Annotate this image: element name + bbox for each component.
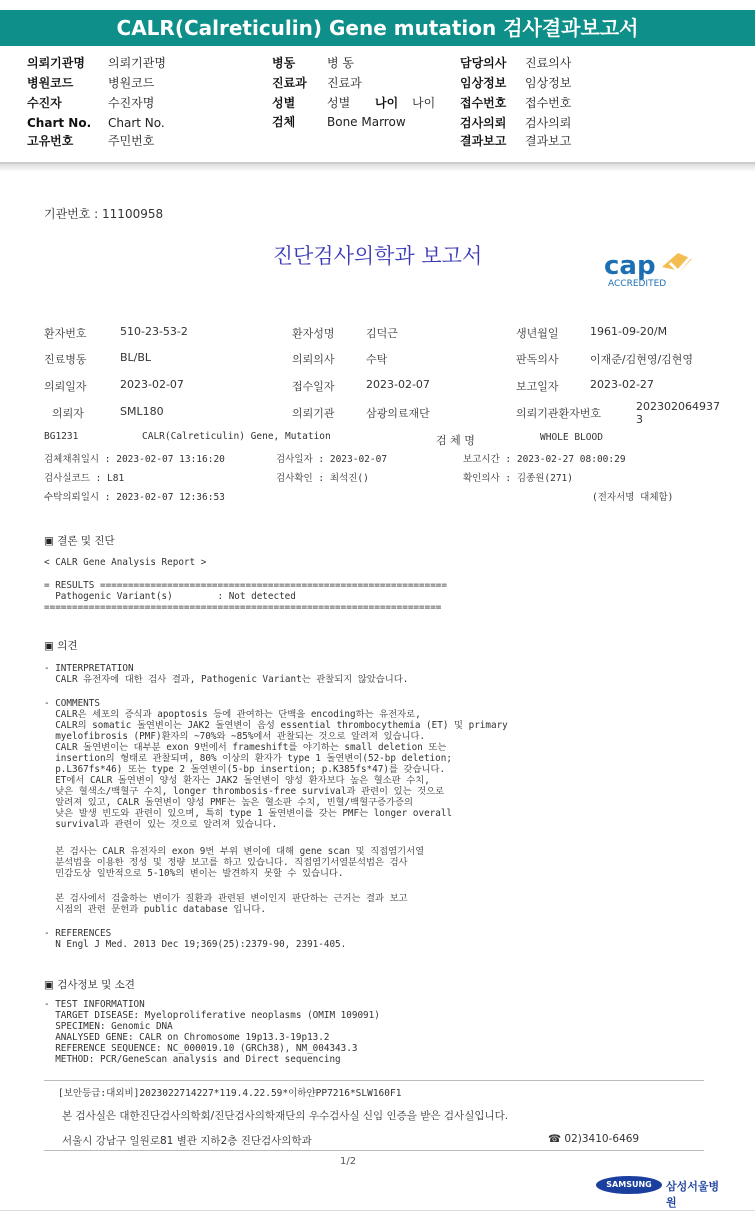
patient-label: 의뢰기관환자번호 — [516, 407, 602, 420]
patient-label: 접수일자 — [292, 380, 335, 393]
header-label: 고유번호 — [27, 134, 74, 148]
patient-label: 의뢰기관 — [292, 407, 335, 420]
patient-value: 2023-02-07 — [366, 378, 430, 391]
patient-value: BL/BL — [120, 351, 152, 364]
patient-label: 의뢰일자 — [44, 380, 87, 393]
cap-accredited-logo — [600, 247, 700, 292]
comment-line: p.L367fs*46) 또는 type 2 돌연변이(5-bp insertion; p.K385fs*47)를 갖습니다. — [44, 764, 446, 775]
header-value: 결과보고 — [525, 134, 572, 148]
header-label: 성별 — [272, 96, 296, 110]
patient-value: 삼광의료재단 — [366, 407, 430, 420]
test-info-line: ANALYSED GENE: CALR on Chromosome 19p13.3-19p13.2 — [44, 1032, 330, 1043]
header-label: 검사의뢰 — [460, 116, 507, 130]
e-signature-note: (전자서명 대체함) — [592, 492, 674, 503]
reference-line: N Engl J Med. 2013 Dec 19;369(25):2379-90, 2391-405. — [44, 939, 347, 950]
comment-line: 알려져 있고, CALR 돌연변이 양성 PMF는 높은 혈소판 수치, 빈혈/백혈구증가증의 — [44, 797, 414, 808]
header-label: 의뢰기관명 — [27, 56, 85, 70]
header-value: Chart No. — [108, 116, 165, 130]
header-label: 검체 — [272, 115, 296, 129]
conclusion-title: ▣ 결론 및 진단 — [44, 535, 115, 547]
header-value: 병 동 — [327, 56, 354, 70]
specimen-label: 검 체 명 — [436, 434, 475, 447]
comment-line: survival과 관련이 있는 것으로 알려져 있습니다. — [44, 819, 278, 830]
patient-label: 보고일자 — [516, 380, 559, 393]
patient-label: 진료병동 — [44, 353, 87, 366]
patient-label: 생년월일 — [516, 327, 559, 340]
comments-head: - COMMENTS — [44, 698, 100, 709]
comment-line: ET에서 CALR 돌연변이 양성 환자는 JAK2 돌연변이 양성 환자보다 높은 혈소판 수치, — [44, 775, 430, 786]
hospital-name: 삼성서울병원 — [666, 1180, 720, 1209]
test-info-title: ▣ 검사정보 및 소견 — [44, 979, 135, 991]
comment-line: 민감도상 일반적으로 5-10%의 변이는 발견하지 못할 수 있습니다. — [44, 868, 344, 879]
report-name: < CALR Gene Analysis Report > — [44, 557, 207, 568]
header-value: 성별 — [327, 96, 351, 110]
patient-value: SML180 — [120, 405, 164, 418]
specimen-value: WHOLE BLOOD — [540, 432, 603, 443]
references-head: - REFERENCES — [44, 928, 112, 939]
interpretation-head: - INTERPRETATION — [44, 663, 134, 674]
consign-datetime: 수탁의뢰일시 : 2023-02-07 12:36:53 — [44, 492, 225, 503]
results-end-line: ======================================================================= — [44, 602, 442, 613]
patient-value: 이재준/김현영/김현영 — [590, 353, 694, 366]
report-time: 보고시간 : 2023-02-27 08:00:29 — [463, 454, 626, 465]
test-date: 검사일자 : 2023-02-07 — [276, 454, 388, 465]
certification-note: 본 검사실은 대한진단검사의학회/진단검사의학재단의 우수검사실 신임 인증을 받은 검사실입니다. — [62, 1110, 509, 1122]
header-label: 접수번호 — [460, 96, 507, 110]
comment-line: 분석법을 이용한 정성 및 정량 보고를 하고 있습니다. 직접염기서열분석법은 검사 — [44, 857, 408, 868]
security-grade: [보안등급:대외비]2023022714227*119.4.22.59*이하얀PP7216*SLW160F1 — [58, 1088, 402, 1099]
page-number: 1/2 — [340, 1156, 357, 1167]
opinion-title: ▣ 의견 — [44, 640, 78, 652]
header-row — [27, 54, 85, 72]
patient-value: 2023-02-07 — [120, 378, 184, 391]
test-info-line: TARGET DISEASE: Myeloproliferative neoplasms (OMIM 109091) — [44, 1010, 380, 1021]
patient-value-cont: 3 — [636, 413, 643, 426]
patient-value: 2023-02-27 — [590, 378, 654, 391]
header-value: 접수번호 — [525, 96, 572, 110]
patient-label: 의뢰의사 — [292, 353, 335, 366]
samsung-hospital-logo — [596, 1174, 726, 1209]
patient-value: 510-23-53-2 — [120, 325, 188, 338]
cap-logo-subtext: ACCREDITED — [608, 279, 667, 289]
footer-divider — [44, 1080, 704, 1081]
patient-value: 수탁 — [366, 353, 388, 366]
comment-line: 본 검사에서 검출하는 변이가 질환과 관련된 변이인지 판단하는 근거는 결과 보고 — [44, 893, 408, 904]
test-info-line: - TEST INFORMATION — [44, 999, 145, 1010]
samsung-logo-text: SAMSUNG — [596, 1176, 662, 1194]
patient-value: 김덕근 — [366, 327, 398, 340]
page-bottom-line — [0, 1210, 755, 1211]
patient-value: 202302064937 — [636, 400, 720, 413]
lab-phone: ☎ 02)3410-6469 — [548, 1133, 640, 1145]
header-value: 진료의사 — [525, 56, 572, 70]
interpretation-body: CALR 유전자에 대한 검사 결과, Pathogenic Variant는 관찰되지 않았습니다. — [44, 674, 409, 685]
patient-label: 환자성명 — [292, 327, 335, 340]
document-title: 진단검사의학과 보고서 — [272, 244, 483, 268]
header-label: 나이 — [375, 96, 399, 110]
collection-datetime: 검체채취일시 : 2023-02-07 13:16:20 — [44, 454, 225, 465]
institution-number: 기관번호 : 11100958 — [44, 207, 164, 221]
header-label: 진료과 — [272, 76, 307, 90]
report-title-bar: CALR(Calreticulin) Gene mutation 검사결과보고서 — [0, 10, 755, 46]
header-label: 임상정보 — [460, 76, 507, 90]
test-info-line: REFERENCE SEQUENCE: NC_000019.10 (GRCh38), NM_004343.3 — [44, 1043, 358, 1054]
header-value: 의뢰기관명 — [108, 56, 166, 70]
lab-code: 검사실코드 : L81 — [44, 473, 125, 484]
results-line: = RESULTS ============================================================== — [44, 580, 447, 591]
header-value: 검사의뢰 — [525, 116, 572, 130]
comment-line: CALR 돌연변이는 대부분 exon 9번에서 frameshift를 야기하는 small deletion 또는 — [44, 742, 447, 753]
comment-line: insertion의 형태로 관찰되며, 80% 이상의 환자가 type 1 돌연변이(52-bp deletion; — [44, 753, 452, 764]
cap-logo-text: cap — [604, 251, 656, 281]
comment-line: CALR의 somatic 돌연변이는 JAK2 돌연변이 음성 essential thrombocythemia (ET) 및 primary — [44, 720, 508, 731]
patient-value: 1961-09-20/M — [590, 325, 668, 338]
comment-line: CALR은 세포의 증식과 apoptosis 등에 관여하는 단백을 encoding하는 유전자로, — [44, 709, 421, 720]
header-value: Bone Marrow — [327, 115, 406, 129]
header-value: 병원코드 — [108, 76, 155, 90]
patient-label: 환자번호 — [44, 327, 87, 340]
header-value: 진료과 — [327, 76, 362, 90]
header-shadow — [0, 164, 755, 172]
footer-divider-2 — [44, 1150, 704, 1151]
test-code: BG1231 — [44, 431, 79, 442]
header-label: 병동 — [272, 56, 296, 70]
header-value: 주민번호 — [108, 134, 155, 148]
comment-line: 낮은 혈색소/백혈구 수치, longer thrombosis-free survival과 관련이 있는 것으로 — [44, 786, 445, 797]
lab-address: 서울시 강남구 일원로81 별관 지하2층 진단검사의학과 — [62, 1135, 312, 1147]
header-label: 결과보고 — [460, 134, 507, 148]
comment-line: myelofibrosis (PMF)환자의 ~70%와 ~85%에서 관찰되는 것으로 알려져 있습니다. — [44, 731, 426, 742]
header-label: 수진자 — [27, 96, 62, 110]
patient-label: 의뢰자 — [52, 407, 84, 420]
header-value: 나이 — [412, 96, 436, 110]
test-info-line: METHOD: PCR/GeneScan analysis and Direct sequencing — [44, 1054, 341, 1065]
confirm-doctor: 확인의사 : 김종원(271) — [463, 473, 573, 484]
header-label: Chart No. — [27, 116, 92, 130]
pathogenic-result: Pathogenic Variant(s) : Not detected — [44, 591, 296, 602]
test-name: CALR(Calreticulin) Gene, Mutation — [142, 431, 331, 442]
comment-line: 시점의 관련 문헌과 public database 입니다. — [44, 904, 266, 915]
header-label: 담당의사 — [460, 56, 507, 70]
test-info-line: SPECIMEN: Genomic DNA — [44, 1021, 173, 1032]
patient-label: 판독의사 — [516, 353, 559, 366]
header-info — [0, 50, 755, 162]
header-label: 병원코드 — [27, 76, 74, 90]
test-confirm: 검사확인 : 최석진() — [276, 473, 369, 484]
comment-line: 본 검사는 CALR 유전자의 exon 9번 부위 변이에 대해 gene scan 및 직접염기서열 — [44, 846, 425, 857]
header-value: 임상정보 — [525, 76, 572, 90]
header-value: 수진자명 — [108, 96, 155, 110]
comment-line: 낮은 발생 빈도와 관련이 있으며, 특히 type 1 돌연변이를 갖는 PMF는 longer overall — [44, 808, 453, 819]
